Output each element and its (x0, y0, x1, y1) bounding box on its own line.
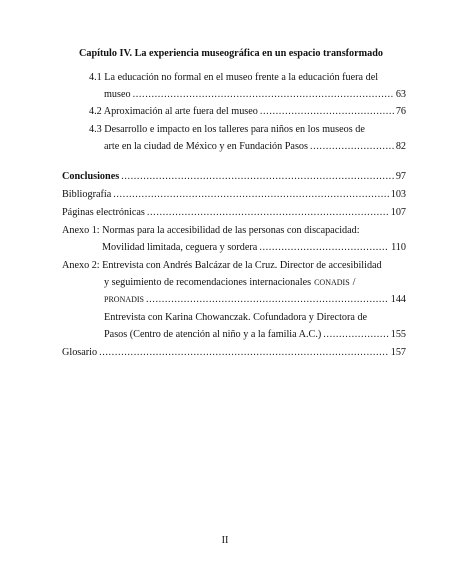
toc-entry-page: 157 (390, 347, 406, 358)
toc-entry-label: Movilidad limitada, ceguera y sordera (102, 242, 258, 253)
toc-entry-page: 155 (390, 329, 406, 340)
toc-entry-label: y seguimiento de recomendaciones internacionales (104, 277, 312, 288)
toc-entry-4-2 (89, 106, 406, 120)
dot-leader (121, 171, 394, 183)
toc-entry-page: 63 (395, 89, 406, 100)
dot-leader (113, 189, 388, 201)
dot-leader (147, 207, 389, 219)
toc-entry-label: arte en la ciudad de México y en Fundación Pasos (104, 141, 308, 152)
chapter-heading (79, 48, 419, 62)
dot-leader (260, 106, 394, 118)
toc-entry-bibliografia (62, 189, 406, 203)
toc-entry-label: Anexo 2: Entrevista con Andrés Balcázar de la Cruz. Director de accesibilidad (62, 260, 382, 271)
toc-entry-label: Entrevista con Karina Chowanczak. Cofundadora y Directora de (104, 312, 368, 323)
toc-entry-4-3-line2 (104, 141, 406, 155)
dot-leader (146, 294, 389, 306)
toc-entry-4-1-line1 (89, 72, 409, 86)
toc-entry-page: 110 (391, 242, 406, 253)
toc-entry-label: Páginas electrónicas (62, 207, 145, 218)
chapter-title: Capítulo IV. La experiencia museográfica en un espacio transformado (79, 48, 384, 59)
toc-entry-anexo2-line4 (104, 312, 408, 326)
toc-entry-page: 82 (395, 141, 406, 152)
toc-entry-page: 76 (395, 106, 406, 117)
dot-leader (133, 89, 394, 101)
toc-entry-conclusiones (62, 171, 406, 185)
toc-entry-4-3-line1 (89, 124, 409, 138)
dot-leader (99, 347, 389, 359)
toc-entry-label: 4.2 Aproximación al arte fuera del museo (89, 106, 258, 117)
toc-entry-anexo2-line1 (62, 260, 410, 274)
toc-entry-anexo2-line3 (104, 294, 406, 308)
toc-entry-paginas-electronicas (62, 207, 406, 221)
toc-entry-page: 144 (390, 294, 406, 305)
dot-leader (310, 141, 394, 153)
toc-entry-page: 103 (390, 189, 406, 200)
page-number: II (221, 535, 229, 546)
toc-entry-anexo1-line1 (62, 225, 408, 239)
toc-entry-page: 97 (395, 171, 406, 182)
toc-entry-label: Conclusiones (62, 171, 120, 182)
toc-entry-page: 107 (390, 207, 406, 218)
slash-separator: / (352, 277, 356, 288)
dot-leader (323, 329, 388, 341)
dot-leader (259, 242, 389, 254)
toc-entry-anexo1-line2 (102, 242, 406, 256)
toc-entry-label: 4.3 Desarrollo e impacto en los talleres para niños en los museos de (89, 124, 365, 135)
toc-entry-4-1-line2 (104, 89, 406, 103)
toc-entry-label: Bibliografía (62, 189, 112, 200)
toc-entry-label: museo (104, 89, 131, 100)
acronym-conadis: CONADIS (314, 278, 350, 287)
toc-entry-anexo2-line2 (104, 277, 408, 291)
toc-entry-label: Pasos (Centro de atención al niño y a la familia A.C.) (104, 329, 322, 340)
toc-entry-label: 4.1 La educación no formal en el museo frente a la educación fuera del (89, 72, 379, 83)
acronym-pronadis: PRONADIS (104, 295, 145, 304)
toc-entry-anexo2-line5 (104, 329, 406, 343)
toc-entry-glosario (62, 347, 406, 361)
toc-entry-label: Anexo 1: Normas para la accesibilidad de las personas con discapacidad: (62, 225, 360, 236)
toc-entry-label: Glosario (62, 347, 98, 358)
